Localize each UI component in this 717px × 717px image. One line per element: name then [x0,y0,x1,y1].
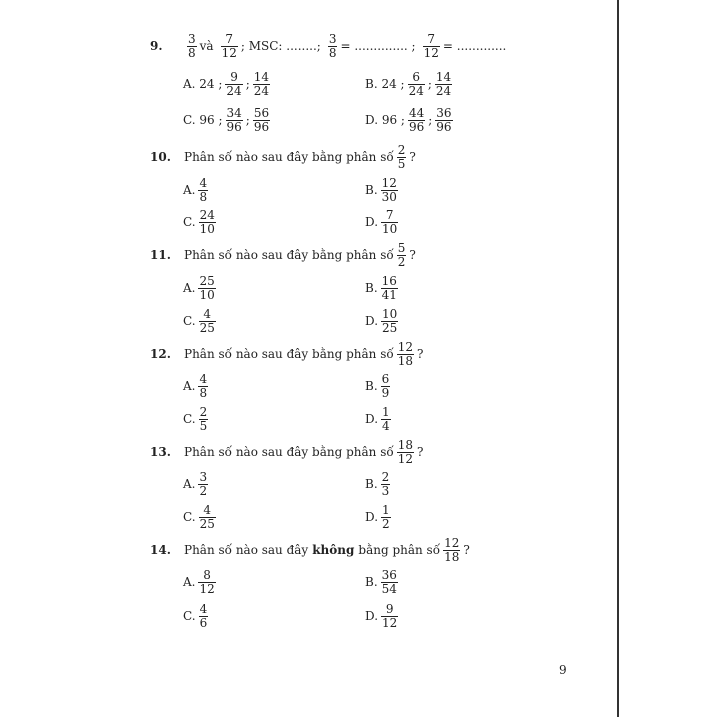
fraction: $\frac{3}{8}$ [328,31,337,60]
question-text: Phân số nào sau đây bằng phân số $\frac{18}{12}$ ? [184,437,424,466]
option-d: D. $\frac{1}{4}$ [365,404,390,433]
option-a: A. $\frac{8}{12}$ [183,567,215,596]
question-text [184,33,506,59]
fraction: $\frac{8}{12}$ [199,567,215,596]
option-a: A. $\frac{4}{8}$ [183,371,208,400]
option-a: A. $\frac{3}{2}$ [183,469,208,498]
fraction: $\frac{9}{12}$ [382,601,398,630]
fraction: $\frac{2}{5}$ [199,404,208,433]
option-a: A. $\frac{4}{8}$ [183,175,208,204]
question-number: 12. [150,347,171,361]
fraction: $\frac{6}{24}$ [408,69,424,98]
page-number: 9 [559,663,567,677]
blank-2: = ............. [442,39,507,53]
fraction: $\frac{4}{25}$ [199,502,215,531]
fraction: $\frac{34}{96}$ [226,105,242,134]
question-number: 11. [150,248,171,262]
fraction: $\frac{25}{10}$ [199,273,215,302]
fraction: $\frac{24}{10}$ [199,207,215,236]
word-and: và [199,39,214,53]
question-text: Phân số nào sau đây bằng phân số $\frac{12}{18}$ ? [184,339,424,368]
fraction: $\frac{4}{8}$ [199,371,208,400]
question-number: 10. [150,150,171,164]
option-b: B. $\frac{36}{54}$ [365,567,397,596]
option-c: C. $\frac{24}{10}$ [183,207,215,236]
option-a: A. 24 ; $\frac{9}{24}$ ; $\frac{14}{24}$ [183,69,270,98]
fraction: $\frac{4}{8}$ [199,175,208,204]
question-number: 14. [150,543,171,557]
option-c: C. $\frac{4}{25}$ [183,502,215,531]
blank-1: = .............. ; [340,39,416,53]
emphasis-word: không [312,543,355,557]
question-number: 13. [150,445,171,459]
question-number: 9. [150,39,163,53]
option-d: D. $\frac{10}{25}$ [365,306,398,335]
option-c: C. $\frac{4}{25}$ [183,306,215,335]
option-c: C. 96 ; $\frac{34}{96}$ ; $\frac{56}{96}$ [183,105,270,134]
fraction: $\frac{4}{6}$ [199,601,208,630]
page-edge-line [617,0,619,717]
fraction: $\frac{3}{2}$ [199,469,208,498]
fraction: $\frac{6}{9}$ [381,371,390,400]
option-a: A. $\frac{25}{10}$ [183,273,215,302]
fraction: $\frac{9}{24}$ [226,69,242,98]
fraction: $\frac{7}{12}$ [423,31,439,60]
fraction: $\frac{12}{18}$ [444,535,460,564]
option-c: C. $\frac{2}{5}$ [183,404,208,433]
option-b: B. $\frac{16}{41}$ [365,273,397,302]
option-b: B. $\frac{2}{3}$ [365,469,390,498]
fraction: $\frac{44}{96}$ [408,105,425,134]
fraction: $\frac{7}{10}$ [382,207,398,236]
option-b: B. $\frac{6}{9}$ [365,371,390,400]
fraction: $\frac{18}{12}$ [397,437,413,466]
option-b: B. $\frac{12}{30}$ [365,175,397,204]
fraction: $\frac{4}{25}$ [199,306,215,335]
fraction: $\frac{1}{4}$ [382,404,390,433]
option-d: D. $\frac{1}{2}$ [365,502,390,531]
fraction: $\frac{7}{12}$ [221,31,237,60]
fraction: $\frac{56}{96}$ [253,105,270,134]
fraction: $\frac{12}{30}$ [381,175,397,204]
option-d: D. 96 ; $\frac{44}{96}$ ; $\frac{36}{96}$ [365,105,452,134]
fraction: $\frac{36}{96}$ [436,105,452,134]
option-d: D. $\frac{9}{12}$ [365,601,398,630]
question-text: Phân số nào sau đây không bằng phân số $\frac{12}{18}$ ? [184,535,470,564]
fraction: $\frac{5}{2}$ [397,240,406,269]
fraction: $\frac{16}{41}$ [381,273,397,302]
option-b: B. 24 ; $\frac{6}{24}$ ; $\frac{14}{24}$ [365,69,452,98]
option-c: C. $\frac{4}{6}$ [183,601,208,630]
fraction: $\frac{10}{25}$ [382,306,398,335]
fraction: $\frac{2}{5}$ [397,142,406,171]
fraction: $\frac{1}{2}$ [382,502,390,531]
fraction: $\frac{14}{24}$ [435,69,452,98]
fraction: $\frac{2}{3}$ [381,469,390,498]
msc-blank: ; MSC: ........; [240,39,321,53]
fraction: $\frac{3}{8}$ [188,31,196,60]
question-text: Phân số nào sau đây bằng phân số $\frac{2}{5}$ ? [184,142,416,171]
fraction: $\frac{36}{54}$ [381,567,397,596]
option-d: D. $\frac{7}{10}$ [365,207,398,236]
fraction: $\frac{12}{18}$ [397,339,413,368]
question-text: Phân số nào sau đây bằng phân số $\frac{5}{2}$ ? [184,240,416,269]
fraction: $\frac{14}{24}$ [253,69,270,98]
